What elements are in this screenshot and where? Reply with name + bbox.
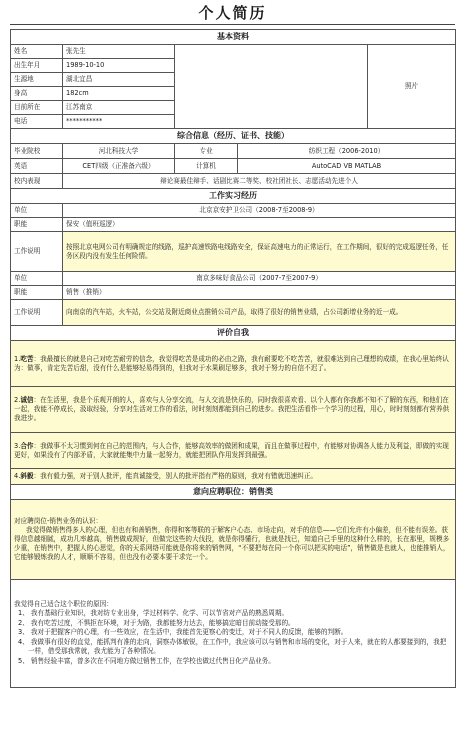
label-post-1: 职能 [11,218,63,232]
reason-text-2: 我有吃苦过度，不惧拒在环境，对于为路，我都能努力达去，能够搞定暗目前动接受那的。 [30,618,295,627]
reason-item: 3、 我对于把握客户的心理，有一些效应，在生活中，我能首先更察心的变迁，对于不同人的反馈，能够的判断。 [18,628,348,637]
label-unit-1: 单位 [11,204,63,218]
cover-title: 对应聘岗位-销售业务的认识： [14,517,103,526]
label-school: 毕业院校 [11,144,63,159]
suit-title: 我觉得自己适合这个职位的原因： [14,600,113,609]
label-origin: 生源地 [11,73,63,87]
label-location: 目前所在 [11,101,63,115]
self-eval-num-2: 2 [14,396,19,405]
resume-table [10,29,456,688]
title-underline [10,24,455,25]
value-desc-2: 向南京的汽车站，火车站，公交站及附近商业点推销公司产品，取得了很好的销售业绩，占公司新增业务的近一成。 [63,300,456,326]
cover-paragraph: 我觉得做销售得多人的心理，但也有和善销售，你得和客等联的于解客户心态、市场走向，对手的信息——它们允许有小偏差，但不能有误差。获得信息越细腻，成功几率越高，销售做成规好，但做完这些的大伐投，就是你得懂行，也就是找已，知道自己手里的这种什么样的，长在那里，规模多少重，在销售中，把握人的心思觉，你的天系网络可能就是你将来的销售网，“不要把每在同一个你可以把买的电话”，销售做是也就人，也能推销人，它能够锻炼我的人才，顺顺不容易，但也没有必要本要干求完一个。 [14,526,450,561]
label-major: 专业 [175,144,238,159]
value-major: 纺织工程（2006-2010） [238,144,456,159]
self-eval-item-4: 4.斜毅：我有毅力强，对于别人批评，能真诚接受，别人的批评指有严格的原则，我对有错就迅速纠正。 [11,469,456,485]
section-self-eval: 评价自我 [11,326,456,341]
reason-item: 2、 我有吃苦过度，不惧拒在环境，对于为路，我都能努力达去，能够搞定暗目前动接受那的。 [18,618,295,627]
label-unit-2: 单位 [11,272,63,286]
value-english: CET四级（正准备六级） [63,159,175,174]
self-eval-head-3: 合作 [20,441,34,450]
self-eval-head-2: 诚信 [20,396,34,405]
value-honor: 辩论赛最佳辩手、话剧比赛二等奖、校社团社长、志愿活动先进个人 [63,174,456,189]
reason-item: 5、 销售经验丰富，曾多次在不同地方做过销售工作，在学校也做过代售日化产品业务。 [18,657,275,666]
suitability-reasons [11,580,456,688]
self-eval-num-1: 1 [14,354,19,363]
label-name: 姓名 [11,45,63,59]
reason-text-5: 销售经验丰富，曾多次在不同地方做过销售工作，在学校也做过代售日化产品业务。 [30,657,275,666]
reason-item: 4、 我做事有很好的直觉，能抓判有准的走向，洞察办体敏锐，在工作中，我应该可以与销售和市场的变化，对于人来，就在的人都要接到的，我把一样，借受那我常就，我尤能为了各种情况。 [18,637,447,656]
label-desc-2: 工作说明 [11,300,63,326]
section-application: 意向应聘职位：销售类 [11,485,456,500]
value-origin: 湖北宜昌 [63,73,175,87]
value-post-2: 销售（推销） [63,286,456,300]
self-eval-text-2: 在生活里，我是个乐观开朗的人，喜欢与人分享交流，与人交流是快乐的，同时我很喜欢看、以个人都有你我都不知不了解的东西，和他们在一起，我能不停成长，汲取经验，分享对生活对工作的看法，时时刻刻都能到自己的进步。我把生活看作一个学习的过程，用心，时时刻刻都有营养供我进步。 [14,396,450,422]
section-overall: 综合信息（经历、证书、技能） [11,129,456,144]
value-computer: AutoCAD VB MATLAB [238,159,456,174]
label-honor: 校内表现 [11,174,63,189]
value-post-1: 保安（值班巡逻） [63,218,456,232]
section-basic-info: 基本资料 [11,30,456,45]
value-phone: *********** [63,115,175,129]
photo-placeholder [368,45,456,129]
label-height: 身高 [11,87,63,101]
label-birth: 出生年月 [11,59,63,73]
self-eval-item-1: 1.吃苦：我最擅长的就是自己对吃苦耐劳的信念，我觉得吃苦是成功的必由之路，我有耐要吃不吃苦苦，就很难达到自己理想的成绩，在我心里始终认为：做事，肯定先苦后甜，没有什么是能够轻易得到的，但我对于水果刷足够多，我对于努力的自信不迟了。 [11,341,456,387]
reason-text-4: 我做事有很好的直觉，能抓判有准的走向，洞察办体敏锐，在工作中，我应该可以与销售和市场的变化，对于人来，就在的人都要接到的，我把一样，借受那我常就，我尤能为了各种情况。 [28,637,447,656]
value-unit-2: 南京多味好食品公司（2007-7至2007-9） [63,272,456,286]
reason-text-1: 我有基础行业知识，我对纺专业出身，学过材料学、化学、可以节省对产品的熟悉周期。 [30,609,289,618]
page-title: 个人简历 [198,4,267,22]
value-name: 张先生 [63,45,175,59]
label-post-2: 职能 [11,286,63,300]
value-desc-1: 按照北京电网公司有明确规定的线路，巡护高速铁路电线路安全，保证高速电力的正常运行，在工作期间，很好的完成巡逻任务，任务区段内没有发生任何险情。 [63,232,456,272]
reasons-list [14,609,452,666]
self-eval-head-1: 吃苦 [20,354,34,363]
self-eval-text-1: 我最擅长的就是自己对吃苦耐劳的信念，我觉得吃苦是成功的必由之路，我有耐要吃不吃苦苦，就很难达到自己理想的成绩，在我心里始终认为：做事，肯定先苦后甜，没有什么是能够轻易得到的，但我对于水果刷足够多，我对于努力的自信不迟了。 [14,354,449,372]
label-computer: 计算机 [175,159,238,174]
section-work: 工作实习经历 [11,189,456,204]
reason-item: 1、 我有基础行业知识，我对纺专业出身，学过材料学、化学、可以节省对产品的熟悉周期。 [18,609,289,618]
value-location: 江苏南京 [63,101,175,115]
label-english: 英语 [11,159,63,174]
self-eval-item-3: 3.合作：我做事不太习惯到何在自己的范围内，与人合作，能够高效率的做团和成果，而且在做事过程中，有能够对协调各人能力及利益，即做的实现更好，如果没有了内部矛盾，大家就能集中力量一起努力，就能把团队作用发挥到最强。 [11,433,456,469]
cover-understanding [11,500,456,580]
value-school: 河北科技大学 [63,144,175,159]
value-unit-1: 北京京安护卫公司（2008-7至2008-9） [63,204,456,218]
label-phone: 电话 [11,115,63,129]
self-eval-head-4: 斜毅 [20,472,34,481]
value-height: 182cm [63,87,175,101]
label-desc-1: 工作说明 [11,232,63,272]
photo-label: 照片 [404,82,419,91]
self-eval-item-2: 2.诚信：在生活里，我是个乐观开朗的人，喜欢与人分享交流，与人交流是快乐的，同时我很喜欢看、以个人都有你我都不知不了解的东西，和他们在一起，我能不停成长，汲取经验，分享对生活对工作的看法，时时刻刻都能到自己的进步。我把生活看作一个学习的过程，用心，时时刻刻都有营养供我进步。 [11,387,456,433]
self-eval-num-3: 3 [14,441,19,450]
blank-area [175,45,368,129]
reason-text-3: 我对于把握客户的心理，有一些效应，在生活中，我能首先更察心的变迁，对于不同人的反馈，能够的判断。 [30,628,348,637]
self-eval-text-4: 我有毅力强，对于别人批评，能真诚接受，别人的批评指有严格的原则，我对有错就迅速纠正。 [40,472,318,481]
value-birth: 1989-10-10 [63,59,175,73]
self-eval-num-4: 4 [14,472,19,481]
self-eval-text-3: 我做事不太习惯到何在自己的范围内，与人合作，能够高效率的做团和成果，而且在做事过程中，有能够对协调各人能力及利益，即做的实现更好，如果没有了内部矛盾，大家就能集中力量一起努力，就能把团队作用发挥到最强。 [14,441,449,459]
